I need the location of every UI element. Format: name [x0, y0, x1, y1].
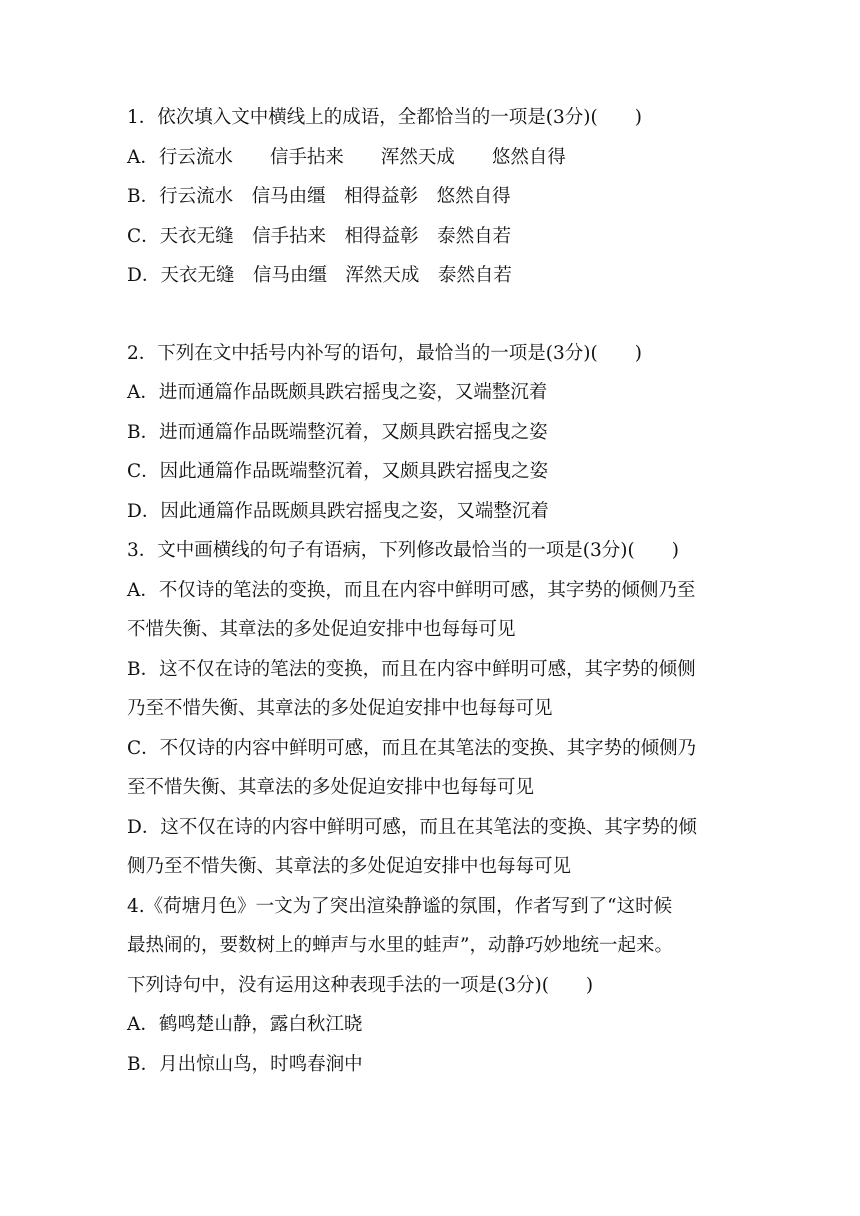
question-3-option-a-line-2: 不惜失衡、其章法的多处促迫安排中也每每可见	[127, 619, 516, 640]
question-2-option-b: B．进而通篇作品既端整沉着，又颇具跌宕摇曳之姿	[127, 421, 548, 443]
question-4-stem-line-3: 下列诗句中，没有运用这种表现手法的一项是(3分)( )	[127, 974, 594, 996]
question-3-option-d-line-2: 侧乃至不惜失衡、其章法的多处促迫安排中也每每可见	[127, 856, 572, 877]
question-1-stem: 1．依次填入文中横线上的成语，全都恰当的一项是(3分)( )	[127, 107, 642, 128]
question-4-stem-line-1: 4.《荷塘月色》一文为了突出渲染静谧的氛围，作者写到了“这时候	[127, 895, 673, 917]
question-2-option-c: C．因此通篇作品既端整沉着，又颇具跌宕摇曳之姿	[127, 461, 549, 482]
question-4-option-a: A．鹤鸣楚山静，露白秋江晓	[127, 1014, 363, 1035]
question-2	[127, 334, 747, 532]
question-1-option-b: B．行云流水 信马由缰 相得益彰 悠然自得	[127, 186, 511, 207]
question-2-option-a: A．进而通篇作品既颇具跌宕摇曳之姿，又端整沉着	[127, 382, 548, 403]
question-1-option-a: A．行云流水 信手拈来 浑然天成 悠然自得	[127, 146, 566, 168]
question-2-stem: 2．下列在文中括号内补写的语句，最恰当的一项是(3分)( )	[127, 342, 642, 364]
question-3-option-c-line-1: C．不仅诗的内容中鲜明可感，而且在其笔法的变换、其字势的倾侧乃	[127, 737, 697, 759]
spacer	[127, 296, 747, 334]
question-3-option-c-line-2: 至不惜失衡、其章法的多处促迫安排中也每每可见	[127, 777, 535, 798]
question-1	[127, 98, 747, 296]
exam-questions	[127, 98, 747, 1084]
question-1-option-c: C．天衣无缝 信手拈来 相得益彰 泰然自若	[127, 225, 512, 247]
question-1-option-d: D．天衣无缝 信马由缰 浑然天成 泰然自若	[127, 265, 512, 286]
question-3-option-b-line-1: B．这不仅在诗的笔法的变换，而且在内容中鲜明可感，其字势的倾侧	[127, 658, 696, 680]
question-4-stem-line-2: 最热闹的，要数树上的蝉声与水里的蛙声”，动静巧妙地统一起来。	[127, 935, 673, 956]
question-4-option-b: B．月出惊山鸟，时鸣春涧中	[127, 1053, 363, 1075]
question-3-option-d-line-1: D．这不仅在诗的内容中鲜明可感，而且在其笔法的变换、其字势的倾	[127, 816, 697, 838]
question-3-stem: 3．文中画横线的句子有语病，下列修改最恰当的一项是(3分)( )	[127, 540, 679, 561]
question-3-option-b-line-2: 乃至不惜失衡、其章法的多处促迫安排中也每每可见	[127, 698, 553, 719]
question-4	[127, 887, 747, 1085]
question-3-option-a-line-1: A．不仅诗的笔法的变换，而且在内容中鲜明可感，其字势的倾侧乃至	[127, 579, 696, 601]
question-2-option-d: D．因此通篇作品既颇具跌宕摇曳之姿，又端整沉着	[127, 500, 549, 522]
question-3	[127, 531, 747, 887]
